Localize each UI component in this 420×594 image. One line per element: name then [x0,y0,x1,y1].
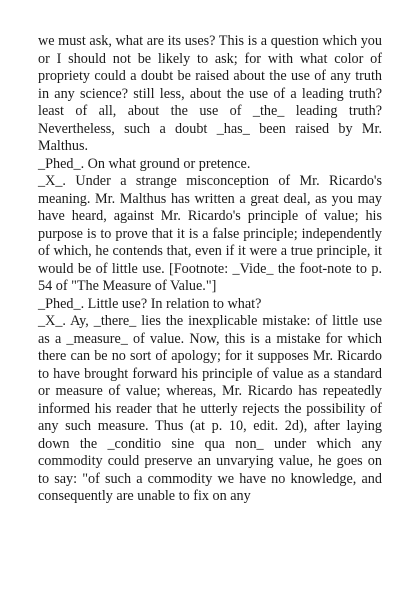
paragraph-4: _Phed_. Little use? In relation to what? [38,295,262,312]
page-text-body [38,33,382,506]
paragraph-1: we must ask, what are its uses? This is a question which you or I should not be likely to ask; for with what color of propriety could a doubt be raised about the use of any truth in any science? still less, about the use of a leading truth? least of all, about the use of _the_ leading truth? Nevertheless, such a doubt _has_ been raised by Mr. Malthus. [38,33,382,154]
paragraph-3: _X_. Under a strange misconception of Mr. Ricardo's meaning. Mr. Malthus has written a great deal, as you may have heard, against Mr. Ricardo's principle of value; his purpose is to prove that it is a false principle; independently of which, he contends that, even if it were a true principle, it would be of little use. [Footnote: _Vide_ the foot-note to p. 54 of "The Measure of Value."] [38,173,382,294]
paragraph-2: _Phed_. On what ground or pretence. [38,155,251,172]
paragraph-5: _X_. Ay, _there_ lies the inexplicable mistake: of little use as a _measure_ of value. Now, this is a mistake for which there can be no sort of apology; for it supposes Mr. Ricardo to have brought forward his principle of value as a standard or measure of value; whereas, Mr. Ricardo has repeatedly informed his reader that he utterly rejects the possibility of any such measure. Thus (at p. 10, edit. 2d), after laying down the _conditio sine qua non_ under which any commodity could preserve an unvarying value, he goes on to say: "of such a commodity we have no knowledge, and consequently are unable to fix on any [38,313,382,504]
